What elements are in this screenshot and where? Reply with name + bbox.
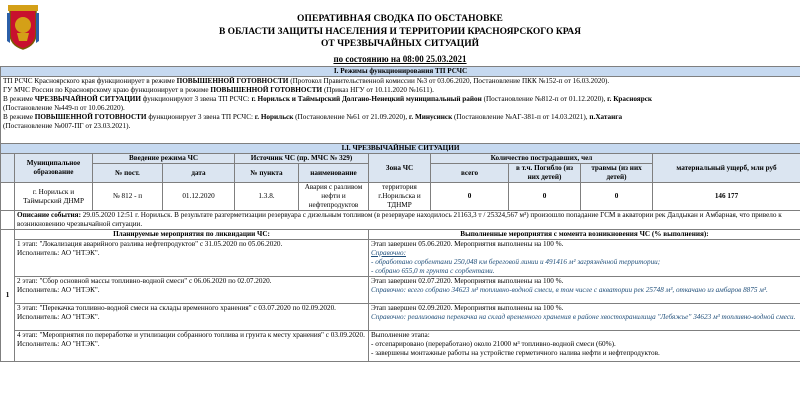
col-municipality: Муниципальное образование — [15, 154, 93, 183]
section2-title: I.I. ЧРЕЗВЫЧАЙНЫЕ СИТУАЦИИ — [1, 144, 800, 154]
col-zone: Зона ЧС — [369, 154, 431, 183]
cell-name: Авария с разливом нефти и нефтепродуктов — [299, 183, 369, 211]
col-total: всего — [431, 164, 509, 183]
report-table — [0, 66, 800, 362]
col-dead: в т.ч. Погибло (из них детей) — [509, 164, 581, 183]
cell-damage: 146 177 — [653, 183, 800, 211]
stage-row — [1, 331, 800, 362]
col-source: Источник ЧС (пр. МЧС № 329) — [235, 154, 369, 164]
col-intro: Введение режима ЧС — [93, 154, 235, 164]
cell-total: 0 — [431, 183, 509, 211]
report-title-line3: ОТ ЧРЕЗВЫЧАЙНЫХ СИТУАЦИЙ — [321, 39, 479, 49]
section1-title: I. Режимы функционирования ТП РСЧС — [1, 67, 800, 77]
empty-cell — [1, 154, 15, 183]
stage1-done: Этап завершен 05.06.2020. Мероприятия выполнены на 100 %. Справочно: - обработано сорбентами 250,048 км береговой линии и 491416 м² загрязнённой территории; - собрано 655,0 т грунта с сорбентами. — [369, 240, 800, 277]
stage2-done: Этап завершен 02.07.2020. Мероприятия выполнены на 100 %. Справочно: всего собрано 34623 м³ топливно-водной смеси, в том числе с акватории рек 25748 м³, откачано из амбаров 8875 м³. — [369, 277, 800, 304]
regime-line-4: В режиме ПОВЫШЕННОЙ ГОТОВНОСТИ функционирует 3 звена ТП РСЧС: г. Норильск (Постановление №61 от 21.09.2020), г. Минусинск (Постановление №АГ-381-п от 14.03.2021), п.Хатанга (Постановление №007-ПГ от 23.03.2021). — [3, 113, 623, 130]
row-index: 1 — [1, 230, 15, 362]
stage-row — [1, 240, 800, 277]
col-name: наименование — [299, 164, 369, 183]
report-title-line1: ОПЕРАТИВНАЯ СВОДКА ПО ОБСТАНОВКЕ — [297, 14, 503, 24]
cell-no: № 812 - п — [93, 183, 163, 211]
cell-municipality: г. Норильск и Таймырский ДНМР — [15, 183, 93, 211]
regime-line-3: В режиме ЧРЕЗВЫЧАЙНОЙ СИТУАЦИИ функционируют 3 звена ТП РСЧС: г. Норильск и Таймырский Долгано-Ненецкий муниципальный район (Постановление №812-п от 01.12.2020), г. Красноярск (Постановление №449-п от 10.06.2020). — [3, 95, 653, 112]
report-title-line2: В ОБЛАСТИ ЗАЩИТЫ НАСЕЛЕНИЯ И ТЕРРИТОРИИ КРАСНОЯРСКОГО КРАЯ — [218, 27, 582, 37]
planned-header: Планируемые мероприятия по ликвидации ЧС: — [15, 230, 369, 240]
report-date: по состоянию на 08:00 25.03.2021 — [333, 54, 467, 64]
cell-item: 1.3.8. — [235, 183, 299, 211]
stage3-done: Этап завершен 02.09.2020. Мероприятия выполнены на 100 %. Справочно: реализована перекачка на склад временного хранения в районе хвостохранилища "Лебяжье" 34623 м³ топливно-водной смеси. — [369, 304, 800, 331]
col-injured: травмы (из них детей) — [581, 164, 653, 183]
col-date: дата — [163, 164, 235, 183]
cell-zone: территория г.Норильска и ТДНМР — [369, 183, 431, 211]
regime-line-1: ТП РСЧС Красноярского края функционирует в режиме ПОВЫШЕННОЙ ГОТОВНОСТИ (Протокол Правительственной комиссии №3 от 03.06.2020, Постановление ПКК №152-п от 16.03.2020). — [3, 77, 610, 85]
cell-dead: 0 — [509, 183, 581, 211]
cell-date: 01.12.2020 — [163, 183, 235, 211]
section1-body — [1, 77, 800, 144]
stage4-plan: 4 этап: "Мероприятия по переработке и утилизации собранного топлива и грунта к месту хранения" с 03.09.2020. Исполнитель: АО "НТЭК". — [15, 331, 369, 362]
event-description: Описание события: 29.05.2020 12:51 г. Норильск. В результате разгерметизации резервуара с дизельным топливом (в резервуаре находилось 21163,3 т / 25324,567 м³) произошло попадание ГСМ в акватории рек Далдыкан и Амбарная, что привело к возникновению чрезвычайной ситуации. — [15, 211, 800, 230]
stage3-plan: 3 этап: "Перекачка топливно-водной смеси на склады временного хранения" с 03.07.2020 по 02.09.2020. Исполнитель: АО "НТЭК". — [15, 304, 369, 331]
stage4-done: Выполнение этапа: - отсепарировано (переработано) около 21000 м³ топливно-водной смеси (60%). - завершены монтажные работы на устройстве герметичного налива нефти и нефтепродуктов. — [369, 331, 800, 362]
done-header: Выполненные мероприятия с момента возникновения ЧС (% выполнения): — [369, 230, 800, 240]
col-damage: материальный ущерб, млн руб — [653, 154, 800, 183]
stage-row — [1, 304, 800, 331]
stage2-plan: 2 этап: "Сбор основной массы топливно-водной смеси" с 06.06.2020 по 02.07.2020. Исполнитель: АО "НТЭК". — [15, 277, 369, 304]
regime-line-2: ГУ МЧС России по Красноярскому краю функционирует в режиме ПОВЫШЕННОЙ ГОТОВНОСТИ (Приказ НГУ от 10.11.2020 №1611). — [3, 86, 434, 94]
empty-cell — [1, 183, 15, 211]
table-row — [1, 183, 800, 211]
cell-injured: 0 — [581, 183, 653, 211]
col-victims: Количество пострадавших, чел — [431, 154, 653, 164]
stage-row — [1, 277, 800, 304]
col-no: № пост. — [93, 164, 163, 183]
empty-cell — [1, 211, 15, 230]
stage1-plan: 1 этап: "Локализация аварийного разлива нефтепродуктов" с 31.05.2020 по 05.06.2020. Исполнитель: АО "НТЭК". — [15, 240, 369, 277]
col-item: № пункта — [235, 164, 299, 183]
